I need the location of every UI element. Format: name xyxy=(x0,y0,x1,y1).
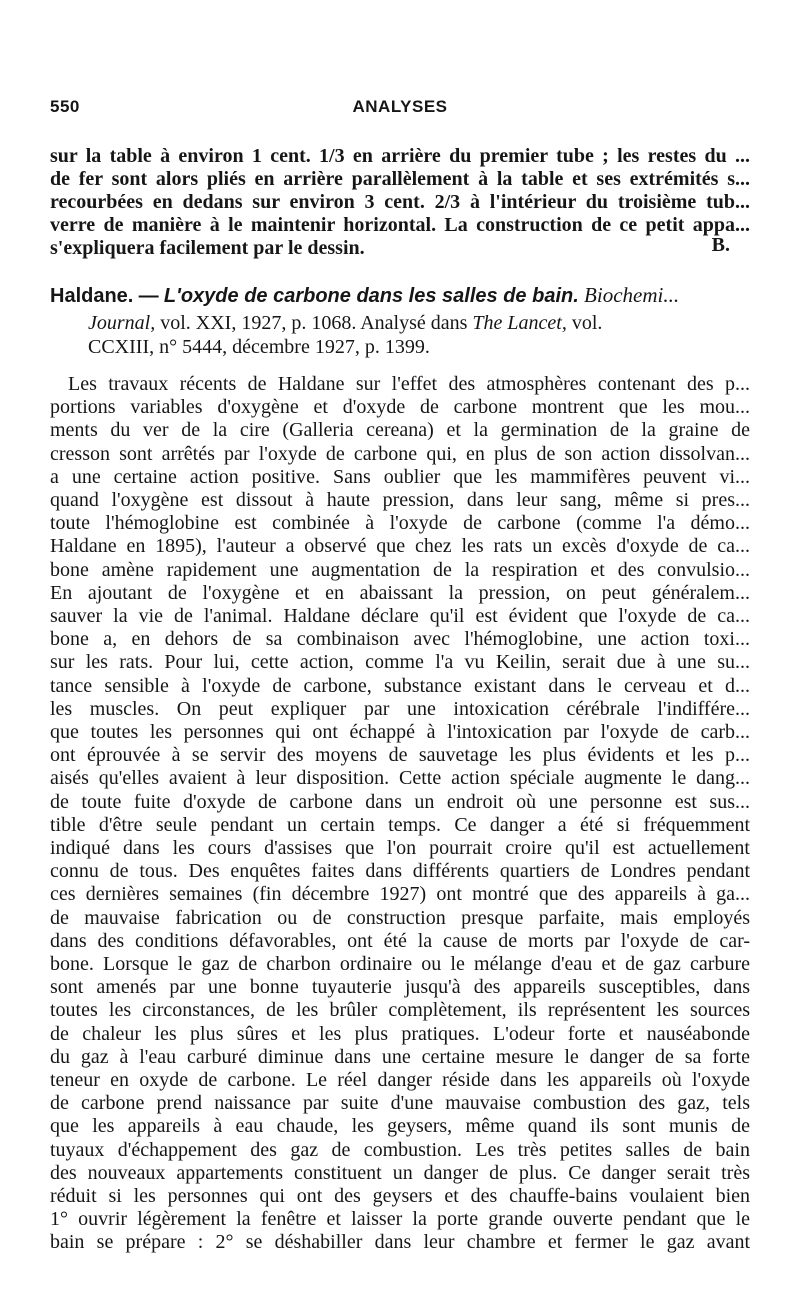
text-line: teneur en oxyde de carbone. Le réel danger réside dans les appareils où l'oxyde xyxy=(50,1069,750,1091)
entry-title: L'oxyde de carbone dans les salles de bain. xyxy=(163,285,579,307)
text-line: portions variables d'oxygène et d'oxyde de carbone montrent que les mou... xyxy=(50,396,750,419)
text-line: s'expliquera facilement par le dessin. xyxy=(50,237,365,259)
text-line: En ajoutant de l'oxygène et en abaissant la pression, on peut généralem... xyxy=(50,581,750,604)
text-line: bain se prépare : 2° se déshabiller dans leur chambre et fermer le gaz avant xyxy=(50,1231,750,1254)
signature-initial: B. xyxy=(711,234,730,256)
text-line: tible d'être seule pendant un certain temps. Ce danger a été si fréquemment xyxy=(50,813,750,836)
text-line: cresson sont arrêtés par l'oxyde de carbone qui, en plus de son action dissolvan... xyxy=(50,442,750,465)
text-line: ces dernières semaines (fin décembre 1927) ont montré que des appareils à ga... xyxy=(50,883,750,906)
entry-journal: Biochemi... xyxy=(584,283,680,307)
text-line: sur les rats. Pour lui, cette action, comme l'a vu Keilin, serait due à une su... xyxy=(50,651,750,674)
page-number: 550 xyxy=(50,97,80,116)
text-line: Les travaux récents de Haldane sur l'effet des atmosphères contenant des p... xyxy=(68,373,750,395)
text-line: sur la table à environ 1 cent. 1/3 en arrière du premier tube ; les restes du ... xyxy=(50,145,750,167)
text-line: tuyaux d'échappement des gaz de combustion. Les très petites salles de bain xyxy=(50,1138,750,1161)
journal-name: Journal, xyxy=(88,312,156,334)
text-line: Haldane en 1895), l'auteur a observé que chez les rats un excès d'oxyde de ca... xyxy=(50,535,750,558)
text-line: recourbées en dedans sur environ 3 cent. 2/3 à l'intérieur du troisième tub... xyxy=(50,191,750,213)
text-line: tance sensible à l'oxyde de carbone, substance existant dans le cerveau et d... xyxy=(50,674,750,697)
text-line: de chaleur les plus sûres et les plus pratiques. L'odeur forte et nauséabonde xyxy=(50,1022,750,1045)
text-line: 1° ouvrir légèrement la fenêtre et laisser la porte grande ouverte pendant que le xyxy=(50,1208,750,1231)
entry-citation: vol. XXI, 1927, p. 1068. Analysé dans xyxy=(155,312,473,334)
text-line: quand l'oxygène est dissout à haute pression, dans leur sang, même si pres... xyxy=(50,489,750,511)
text-line: toutes les circonstances, de les brûler complètement, ils représentent les sources xyxy=(50,999,750,1022)
page-header xyxy=(50,97,750,123)
text-line: a une certaine action positive. Sans oublier que les mammifères peuvent vi... xyxy=(50,465,750,488)
lancet-name: The Lancet, xyxy=(472,312,567,334)
running-head: ANALYSES xyxy=(352,97,448,116)
text-line: du gaz à l'eau carburé diminue dans une certaine mesure le danger de sa forte xyxy=(50,1045,750,1068)
text-line: de toute fuite d'oxyde de carbone dans un endroit où une personne est sus... xyxy=(50,790,750,813)
entry-author: Haldane. xyxy=(50,285,134,307)
entry-third-line: CCXIII, n° 5444, décembre 1927, p. 1399. xyxy=(88,336,430,358)
text-line: ont éprouvée à se servir des moyens de sauvetage les plus évidents et les p... xyxy=(50,744,750,767)
text-line: que les appareils à eau chaude, les geysers, même quand ils sont munis de xyxy=(50,1115,750,1138)
entry-dash: — xyxy=(138,285,159,307)
text-line: de mauvaise fabrication ou de construction presque parfaite, mais employés xyxy=(50,906,750,929)
text-line: bone amène rapidement une augmentation de la respiration et des convulsio... xyxy=(50,558,750,581)
text-line: verre de manière à le maintenir horizontal. La construction de ce petit appa... xyxy=(50,214,750,236)
text-line: que toutes les personnes qui ont échappé à l'intoxication par l'oxyde de carb... xyxy=(50,721,750,743)
text-line: de carbone prend naissance par suite d'une mauvaise combustion des gaz, tels xyxy=(50,1092,750,1115)
text-line: réduit si les personnes qui ont des geysers et des chauffe-bains voulaient bien xyxy=(50,1185,750,1207)
text-line: bone a, en dehors de sa combinaison avec l'hémoglobine, une action toxi... xyxy=(50,628,750,651)
text-line: sauver la vie de l'animal. Haldane déclare qu'il est évident que l'oxyde de ca... xyxy=(50,605,750,627)
text-line: ments du ver de la cire (Galleria cereana) et la germination de la graine de xyxy=(50,419,750,442)
text-line: indiqué dans les cours d'assises que l'on pourrait croire qu'il est actuellement xyxy=(50,837,750,859)
text-line: sont amenés par une bonne tuyauterie jusqu'à des appareils susceptibles, dans xyxy=(50,976,750,999)
entry-first-line xyxy=(50,283,750,307)
text-line: les muscles. On peut expliquer par une intoxication cérébrale l'indiffére... xyxy=(50,697,750,720)
text-line: bone. Lorsque le gaz de charbon ordinaire ou le mélange d'eau et de gaz carbure xyxy=(50,953,750,975)
text-line: de fer sont alors pliés en arrière parallèlement à la table et ses extrémités s... xyxy=(50,168,750,190)
text-line: toute l'hémoglobine est combinée à l'oxyde de carbone (comme l'a démo... xyxy=(50,512,750,535)
entry-citation-end: vol. xyxy=(566,312,603,334)
text-line: des nouveaux appartements constituent un danger de plus. Ce danger serait très xyxy=(50,1161,750,1184)
text-line: connu de tous. Des enquêtes faites dans différents quartiers de Londres pendant xyxy=(50,860,750,883)
text-line: dans des conditions défavorables, ont été la cause de morts par l'oxyde de car- xyxy=(50,929,750,952)
text-line: aisés qu'elles avaient à leur disposition. Cette action spéciale augmente le dang... xyxy=(50,767,750,790)
entry-second-line xyxy=(88,311,602,335)
